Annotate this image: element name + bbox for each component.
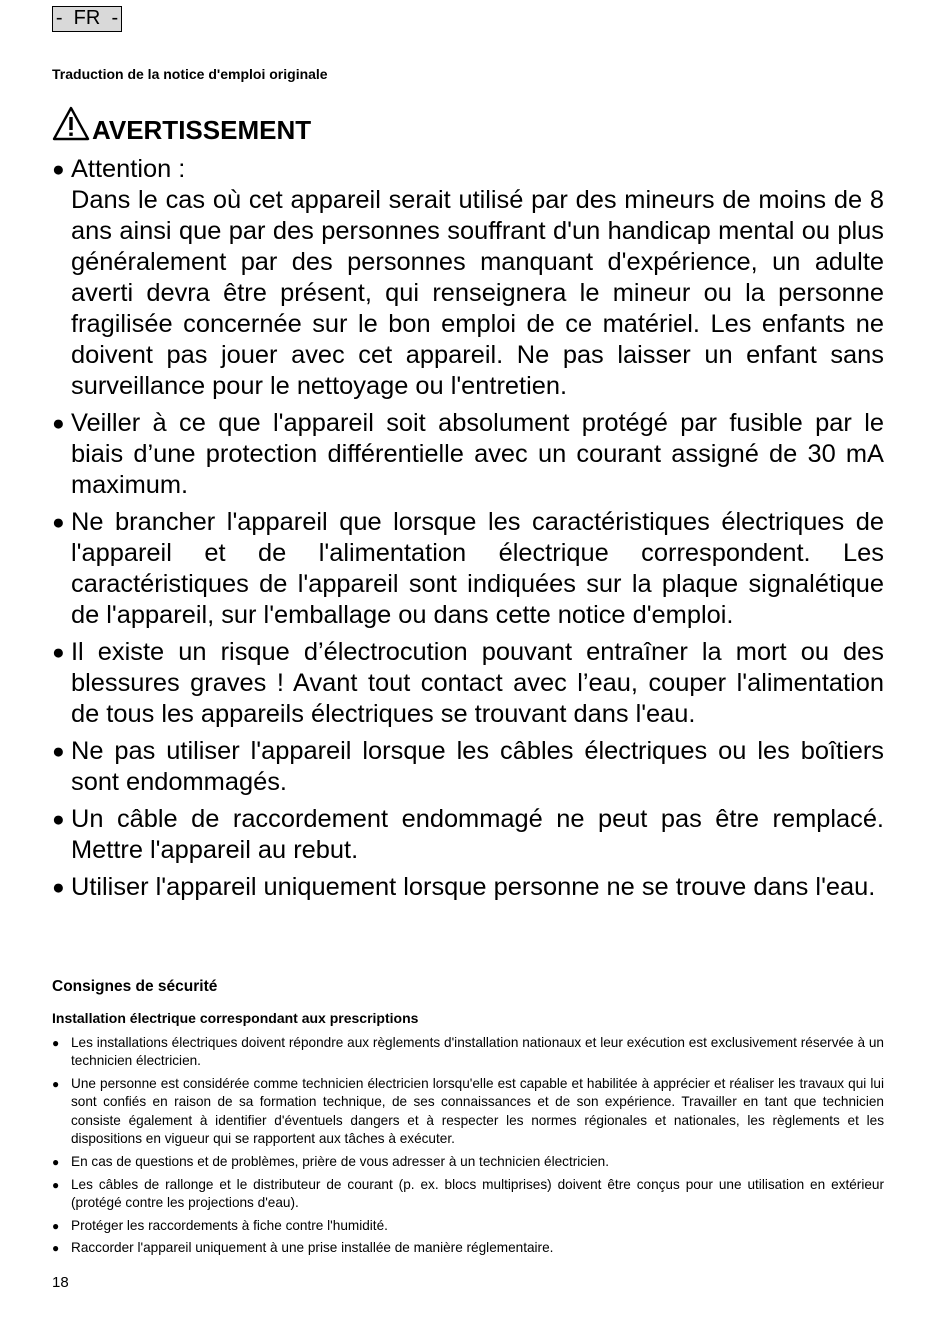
list-item — [52, 507, 884, 631]
bullet-icon: ● — [52, 1036, 60, 1050]
bullet-icon: ● — [52, 740, 65, 763]
warning-item-text: Veiller à ce que l'appareil soit absolument protégé par fusible par le biais d’une protection différentielle avec un courant assigné de 30 mA maximum. — [71, 409, 884, 499]
list-item — [52, 1217, 884, 1235]
language-badge: - FR - — [52, 6, 122, 32]
section-title: Consignes de sécurité — [52, 978, 218, 995]
list-item — [52, 736, 884, 798]
warning-item-text: Un câble de raccordement endommagé ne peut pas être remplacé. Mettre l'appareil au rebut. — [71, 805, 884, 864]
warning-item-text: Dans le cas où cet appareil serait utilisé par des mineurs de moins de 8 ans ainsi que par des personnes souffrant d'un handicap mental ou plus généralement par des personnes manquant d'expérience, un adulte averti devra être présent, qui renseignera le mineur ou la personne fragilisée concernée sur le bon emploi de ce matériel. Les enfants ne doivent pas jouer avec cet appareil. Ne pas laisser un enfant sans surveillance pour le nettoyage ou l'entretien. — [71, 186, 884, 400]
bullet-icon: ● — [52, 1241, 60, 1256]
bullet-icon: ● — [52, 808, 65, 831]
safety-item-text: Les installations électriques doivent répondre aux règlements d'installation nationaux et leur exécution est exclusivement réservée à un technicien électricien. — [71, 1035, 884, 1069]
safety-item-text: En cas de questions et de problèmes, prière de vous adresser à un technicien électricien. — [71, 1153, 610, 1169]
warning-list — [52, 154, 884, 909]
safety-item-text: Les câbles de rallonge et le distributeur de courant (p. ex. blocs multiprises) doivent être conçus pour une utilisation en extérieur (protégé contre les projections d'eau). — [71, 1176, 884, 1210]
bullet-icon: ● — [52, 158, 65, 181]
list-item — [52, 1153, 884, 1171]
list-item — [52, 408, 884, 501]
bullet-icon: ● — [52, 511, 65, 534]
warning-item-text: Utiliser l'appareil uniquement lorsque personne ne se trouve dans l'eau. — [71, 873, 876, 901]
safety-item-text: Une personne est considérée comme technicien électricien lorsqu'elle est capable et habilitée à apprécier et réaliser les travaux qui lui sont confiés en raison de sa formation technique, de ses connaissances et de son expérience. Travailler en tant que technicien consiste également à identifier d'éventuels dangers et à respecter les normes régionales et nationales, les règlements et les dispositions en vigueur qui se rapportent aux tâches à exécuter. — [71, 1076, 884, 1146]
bullet-icon: ● — [52, 1077, 60, 1092]
bullet-icon: ● — [52, 876, 65, 899]
list-item — [52, 1075, 884, 1148]
bullet-icon: ● — [52, 412, 65, 435]
bullet-icon: ● — [52, 1218, 60, 1233]
warning-triangle-icon — [52, 106, 90, 142]
list-item — [52, 804, 884, 866]
page-number: 18 — [52, 1274, 69, 1291]
warning-title: AVERTISSEMENT — [92, 115, 312, 145]
safety-list — [52, 1034, 884, 1262]
document-subtitle: Traduction de la notice d'emploi originale — [52, 66, 328, 82]
bullet-icon: ● — [52, 1154, 60, 1169]
warning-heading — [52, 106, 312, 145]
warning-item-heading: Attention : — [71, 155, 186, 183]
list-item — [52, 1034, 884, 1071]
warning-item-text: Il existe un risque d’électrocution pouvant entraîner la mort ou des blessures graves ! Avant tout contact avec l’eau, couper l'alimentation de tous les appareils électriques se trouvant dans l'eau. — [71, 638, 884, 728]
safety-item-text: Raccorder l'appareil uniquement à une prise installée de manière réglementaire. — [71, 1240, 554, 1256]
warning-item-text: Ne pas utiliser l'appareil lorsque les câbles électriques ou les boîtiers sont endommagés. — [71, 737, 884, 796]
section-subtitle: Installation électrique correspondant aux prescriptions — [52, 1010, 419, 1026]
list-item — [52, 637, 884, 730]
safety-item-text: Protéger les raccordements à fiche contre l'humidité. — [71, 1217, 388, 1233]
list-item — [52, 154, 884, 402]
bullet-icon: ● — [52, 641, 65, 664]
warning-item-text: Ne brancher l'appareil que lorsque les caractéristiques électriques de l'appareil et de l'alimentation électrique correspondent. Les caractéristiques de l'appareil sont indiquées sur la plaque signalétique de l'appareil, sur l'emballage ou dans cette notice d'emploi. — [71, 508, 884, 629]
list-item — [52, 1239, 884, 1257]
bullet-icon: ● — [52, 1177, 60, 1192]
list-item — [52, 1176, 884, 1213]
list-item — [52, 872, 884, 903]
